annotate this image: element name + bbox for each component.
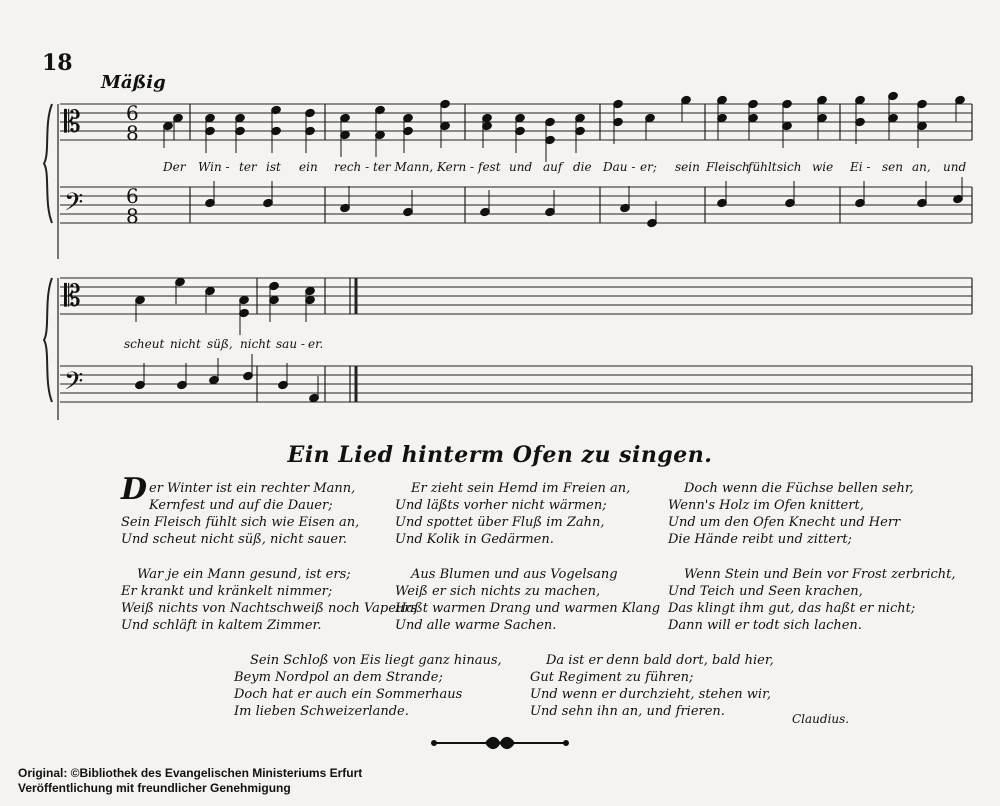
notes [135, 91, 966, 403]
verse-line: Und läßts vorher nicht wärmen; [395, 498, 607, 513]
verse-line: Beym Nordpol an dem Strande; [234, 670, 443, 685]
verse-line: Da ist er denn bald dort, bald hier, [546, 653, 774, 668]
lyric-syllable: Ei - [850, 160, 871, 174]
verse-line: Und schläft in kaltem Zimmer. [121, 618, 322, 633]
verse-line: Wenn Stein und Bein vor Frost zerbricht, [684, 567, 956, 582]
lyric-syllable: die [573, 160, 592, 174]
lyric-syllable: sich [777, 160, 802, 174]
verse-line: Gut Regiment zu führen; [530, 670, 694, 685]
verse-line: Aus Blumen und aus Vogelsang [411, 567, 618, 582]
lyric-syllable: fühlt [748, 160, 777, 174]
lyric-syllable: Dau - [603, 160, 636, 174]
clefs [64, 101, 139, 402]
verse-line: Kernfest und auf die Dauer; [149, 498, 333, 513]
verse-line: War je ein Mann gesund, ist ers; [137, 567, 351, 582]
verse-line: Haßt warmen Drang und warmen Klang [395, 601, 661, 616]
lyric-syllable: sau - [276, 337, 305, 351]
verse-line: Sein Schloß von Eis liegt ganz hinaus, [250, 653, 502, 668]
verse-line: Weiß nichts von Nachtschweiß noch Vapeurs [121, 601, 418, 616]
lyric-syllable: sein [675, 160, 700, 174]
verse-line: Und um den Ofen Knecht und Herr [668, 515, 901, 530]
lyric-syllable: sen [882, 160, 903, 174]
lyric-syllable: und [943, 160, 967, 174]
verse-line: Im lieben Schweizerlande. [234, 704, 409, 719]
lyric-syllable: Fleisch [706, 160, 750, 174]
verse-3 [395, 480, 630, 548]
c-clef-icon: 𝄡 [64, 279, 81, 314]
verse-line: Und scheut nicht süß, nicht sauer. [121, 532, 348, 547]
verse-2 [121, 566, 417, 634]
verse-line: Weiß er sich nichts zu machen, [395, 584, 601, 599]
lyric-syllable: rech - [334, 160, 370, 174]
verse-line: Sein Fleisch fühlt sich wie Eisen an, [121, 515, 360, 530]
bass-clef-icon: 𝄢 [64, 188, 84, 223]
verse-8 [530, 652, 774, 720]
lyric-syllable: süß, [207, 337, 233, 351]
verse-1 [121, 472, 360, 548]
lyric-syllable: auf [543, 160, 563, 174]
poem-title: Ein Lied hinterm Ofen zu singen. [287, 442, 713, 468]
verse-5 [668, 480, 914, 548]
lyric-syllable: ist [266, 160, 281, 174]
verse-7 [234, 652, 502, 720]
verse-line: Und wenn er durchzieht, stehen wir, [530, 687, 772, 702]
verse-line: Doch hat er auch ein Sommerhaus [234, 687, 463, 702]
lyric-syllable: an, [912, 160, 931, 174]
verse-line: Er krankt und kränkelt nimmer; [121, 584, 333, 599]
c-clef-icon: 𝄡 [64, 105, 81, 140]
lyric-syllable: ter Mann, [373, 160, 434, 174]
bass-clef-icon: 𝄢 [64, 367, 84, 402]
time-signature: 6 [126, 184, 139, 208]
verse-line: Die Hände reibt und zittert; [668, 532, 852, 547]
time-signature: 8 [126, 121, 139, 145]
lyric-syllable: er. [308, 337, 324, 351]
drop-cap: D [121, 472, 148, 507]
lyric-syllable: er; [640, 160, 657, 174]
lyric-syllable: Der [163, 160, 186, 174]
verse-line: Er zieht sein Hemd im Freien an, [411, 481, 631, 496]
lyric-syllable: ein [299, 160, 318, 174]
verse-line: Und Kolik in Gedärmen. [395, 532, 554, 547]
verse-line: Doch wenn die Füchse bellen sehr, [684, 481, 914, 496]
brace [44, 104, 52, 223]
page-number: 18 [42, 50, 73, 76]
lyric-syllable: Kern - [437, 160, 475, 174]
lyric-syllable: nicht [170, 337, 201, 351]
lyric-syllable: fest [478, 160, 501, 174]
author-signature: Claudius. [792, 712, 850, 726]
verse-line: Wenn's Holz im Ofen knittert, [668, 498, 864, 513]
credit-line-2: Veröffentlichung mit freundlicher Genehmigung [18, 781, 291, 795]
verse-line: Und sehn ihn an, und frieren. [530, 704, 725, 719]
lyric-syllable: Win - [198, 160, 230, 174]
verse-line: Das klingt ihm gut, das haßt er nicht; [668, 601, 916, 616]
verse-4 [395, 566, 660, 634]
verse-6 [668, 566, 956, 634]
system-braces [44, 104, 52, 402]
time-signature: 6 [126, 101, 139, 125]
verse-line: er Winter ist ein rechter Mann, [149, 481, 356, 496]
verse-line: Und Teich und Seen krachen, [668, 584, 863, 599]
credit-line-1: Original: ©Bibliothek des Evangelischen Ministeriums Erfurt [18, 766, 363, 780]
barlines [58, 104, 972, 420]
lyric-syllable: und [509, 160, 533, 174]
lyric-syllable: ter [239, 160, 257, 174]
ornament-divider [430, 733, 570, 753]
lyric-syllable: wie [812, 160, 834, 174]
tempo-marking: Mäßig [101, 72, 166, 93]
lyric-syllable: nicht [240, 337, 271, 351]
brace [44, 278, 52, 402]
verse-line: Dann will er todt sich lachen. [668, 618, 862, 633]
lyric-syllable: scheut [124, 337, 165, 351]
verse-line: Und alle warme Sachen. [395, 618, 557, 633]
verse-line: Und spottet über Fluß im Zahn, [395, 515, 605, 530]
time-signature: 8 [126, 204, 139, 228]
